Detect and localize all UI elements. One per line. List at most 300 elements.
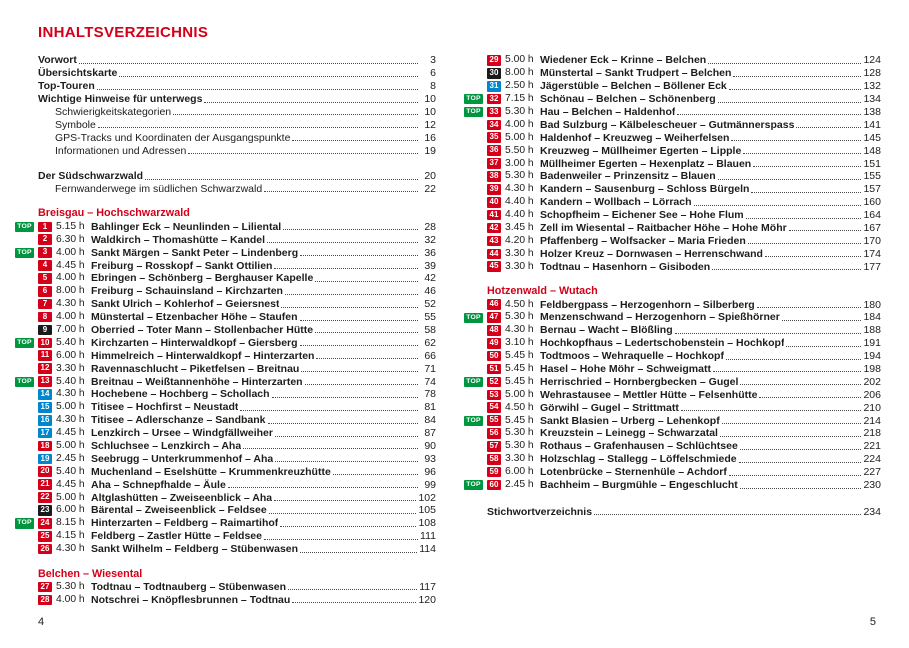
tour-number-badge: 22 — [38, 492, 52, 503]
dot-leader — [729, 474, 862, 476]
tour-number-badge: 37 — [487, 158, 501, 169]
tour-entry — [38, 362, 436, 375]
dot-leader — [315, 331, 418, 333]
tour-time: 4.30 h — [56, 414, 85, 426]
entry-label: Symbole — [55, 118, 96, 131]
tour-name: Bahlinger Eck – Neunlinden – Liliental — [91, 220, 282, 233]
tour-number-badge: 49 — [487, 338, 501, 349]
entry-page: 12 — [424, 118, 436, 131]
tour-name: Kreuzweg – Müllheimer Egerten – Lipple — [540, 144, 742, 157]
dot-leader — [243, 447, 418, 449]
tour-time: 5.30 h — [505, 311, 534, 323]
dot-leader — [751, 191, 861, 193]
dot-leader — [720, 435, 861, 437]
tour-name: Sankt Märgen – Sankt Peter – Lindenberg — [91, 246, 299, 259]
dot-leader — [300, 551, 417, 553]
dot-leader — [240, 409, 418, 411]
tour-number-badge: 4 — [38, 260, 52, 271]
tour-page: 96 — [424, 465, 436, 478]
tour-time: 8.00 h — [56, 285, 85, 297]
tour-number-badge: 25 — [38, 531, 52, 542]
tour-entry — [38, 311, 436, 324]
tour-number-badge: 48 — [487, 325, 501, 336]
tour-page: 227 — [863, 466, 881, 479]
tour-entry — [487, 453, 881, 466]
tour-entry — [487, 388, 881, 401]
tour-name: Badenweiler – Prinzensitz – Blauen — [540, 170, 716, 183]
dot-leader — [281, 306, 418, 308]
tour-page: 180 — [863, 298, 881, 311]
tour-page: 42 — [424, 272, 436, 285]
tour-entry — [487, 118, 881, 131]
tour-name: Freiburg – Rosskopf – Sankt Ottilien — [91, 259, 273, 272]
tour-page: 164 — [863, 209, 881, 222]
tour-name: Sankt Blasien – Urberg – Lehenkopf — [540, 414, 720, 427]
dot-leader — [333, 473, 418, 475]
dot-leader — [726, 358, 862, 360]
tour-name: Bachheim – Burgmühle – Engeschlucht — [540, 479, 738, 492]
tour-number-badge: 17 — [38, 428, 52, 439]
dot-leader — [300, 344, 418, 346]
tour-number-badge: 16 — [38, 415, 52, 426]
dot-leader — [283, 228, 418, 230]
tour-time: 6.30 h — [56, 233, 85, 245]
tour-entry — [487, 260, 881, 273]
tour-number-badge: 13 — [38, 376, 52, 387]
tour-page: 36 — [424, 246, 436, 259]
tour-time: 4.45 h — [56, 478, 85, 490]
tour-time: 3.30 h — [505, 247, 534, 259]
dot-leader — [98, 126, 418, 128]
dot-leader — [677, 113, 861, 115]
tour-entry — [487, 183, 881, 196]
tour-number-badge: 56 — [487, 428, 501, 439]
right-page-column — [466, 54, 881, 518]
tour-page: 191 — [863, 337, 881, 350]
dot-leader — [748, 242, 862, 244]
tour-page: 202 — [863, 375, 881, 388]
tour-page: 120 — [418, 593, 436, 606]
dot-leader — [79, 62, 418, 64]
tour-page: 52 — [424, 298, 436, 311]
dot-leader — [285, 293, 418, 295]
tour-page: 174 — [863, 247, 881, 260]
tour-page: 87 — [424, 427, 436, 440]
dot-leader — [718, 178, 862, 180]
tour-name: Holzschlag – Stallegg – Löffelschmiede — [540, 453, 737, 466]
entry-page: 3 — [430, 54, 436, 67]
tour-number-badge: 21 — [38, 479, 52, 490]
tour-time: 5.45 h — [505, 350, 534, 362]
tour-name: Himmelreich – Hinterwaldkopf – Hinterzarten — [91, 349, 315, 362]
entry-page: 20 — [424, 170, 436, 183]
tour-number-badge: 40 — [487, 197, 501, 208]
entry-label: Wichtige Hinweise für unterwegs — [38, 93, 203, 106]
tour-time: 4.00 h — [505, 118, 534, 130]
dot-leader — [316, 357, 418, 359]
tour-page: 221 — [863, 440, 881, 453]
dot-leader — [722, 422, 862, 424]
dot-leader — [740, 448, 862, 450]
entry-page: 234 — [863, 505, 881, 518]
tour-time: 3.10 h — [505, 337, 534, 349]
front-matter-entry — [38, 93, 436, 106]
tour-name: Kirchzarten – Hinterwaldkopf – Giersberg — [91, 336, 298, 349]
top-badge: TOP — [464, 94, 483, 104]
tour-number-badge: 31 — [487, 81, 501, 92]
tour-page: 138 — [863, 106, 881, 118]
tour-number-badge: 18 — [38, 441, 52, 452]
tour-name: Rothaus – Grafenhausen – Schlüchtsee — [540, 440, 738, 453]
tour-time: 4.30 h — [56, 298, 85, 310]
dot-leader — [765, 255, 862, 257]
tour-entry — [487, 337, 881, 350]
tour-time: 5.00 h — [56, 401, 85, 413]
tour-number-badge: 3 — [38, 247, 52, 258]
tour-time: 5.00 h — [56, 439, 85, 451]
dot-leader — [796, 126, 861, 128]
tour-time: 4.30 h — [505, 183, 534, 195]
tour-name: Freiburg – Schauinsland – Kirchzarten — [91, 285, 283, 298]
entry-label: Stichwortverzeichnis — [487, 505, 593, 518]
entry-label: Der Südschwarzwald — [38, 170, 144, 183]
tour-time: 5.45 h — [505, 414, 534, 426]
dot-leader — [718, 101, 862, 103]
tour-number-badge: 24 — [38, 518, 52, 529]
tour-name: Hasel – Hohe Möhr – Schweigmatt — [540, 363, 711, 376]
entry-page: 22 — [424, 182, 436, 195]
tour-time: 4.00 h — [56, 593, 85, 605]
tour-name: Aha – Schnepfhalde – Äule — [91, 478, 226, 491]
page-number-left: 4 — [38, 616, 45, 628]
tour-page: 151 — [863, 157, 881, 170]
tour-entry — [487, 427, 881, 440]
entry-page: 16 — [424, 131, 436, 144]
tour-time: 4.15 h — [56, 530, 85, 542]
tour-page: 206 — [863, 388, 881, 401]
tour-name: Schluchsee – Lenzkirch – Aha — [91, 439, 242, 452]
tour-page: 39 — [424, 259, 436, 272]
tour-number-badge: 14 — [38, 389, 52, 400]
tour-page: 105 — [418, 504, 436, 517]
tour-name: Lotenbrücke – Sternenhüle – Achdorf — [540, 466, 727, 479]
tour-number-badge: 53 — [487, 390, 501, 401]
tour-name: Haldenhof – Kreuzweg – Weiherfelsen — [540, 131, 730, 144]
left-page-column — [17, 24, 436, 606]
tour-entry — [487, 234, 881, 247]
top-badge: TOP — [15, 338, 34, 348]
tour-entry — [38, 440, 436, 453]
dot-leader — [729, 88, 862, 90]
tour-entry — [487, 401, 881, 414]
tour-time: 8.00 h — [505, 67, 534, 79]
tour-name: Jägerstüble – Belchen – Böllener Eck — [540, 80, 727, 93]
tour-entry — [487, 67, 881, 80]
section-heading: Hotzenwald – Wutach — [487, 285, 598, 298]
tour-number-badge: 57 — [487, 441, 501, 452]
tour-time: 4.45 h — [56, 259, 85, 271]
tour-number-badge: 59 — [487, 467, 501, 478]
tour-page: 230 — [863, 479, 881, 492]
tour-name: Schopfheim – Eichener See – Hohe Flum — [540, 209, 744, 222]
tour-entry — [38, 233, 436, 246]
top-badge: TOP — [464, 416, 483, 426]
dot-leader — [275, 460, 418, 462]
tour-page: 167 — [863, 222, 881, 235]
tour-page: 71 — [424, 362, 436, 375]
front-matter-entry — [38, 183, 436, 196]
front-matter-entry — [38, 170, 436, 183]
tour-page: 117 — [419, 581, 436, 593]
tour-time: 2.45 h — [56, 452, 85, 464]
tour-number-badge: 32 — [487, 94, 501, 105]
tour-time: 4.30 h — [56, 543, 85, 555]
tour-number-badge: 43 — [487, 236, 501, 247]
top-badge: TOP — [15, 222, 34, 232]
tour-name: Kandern – Wollbach – Lörrach — [540, 196, 692, 209]
tour-number-badge: 2 — [38, 234, 52, 245]
tour-page: 160 — [863, 196, 881, 209]
tour-page: 46 — [424, 285, 436, 298]
dot-leader — [269, 512, 417, 514]
tour-page: 141 — [863, 118, 881, 131]
tour-entry — [487, 298, 881, 311]
dot-leader — [759, 396, 861, 398]
dot-leader — [733, 75, 861, 77]
dot-leader — [746, 217, 862, 219]
tour-number-badge: 60 — [487, 480, 501, 491]
tour-page: 148 — [863, 144, 881, 157]
dot-leader — [675, 332, 862, 334]
tour-entry — [38, 285, 436, 298]
tour-page: 90 — [424, 439, 436, 452]
tour-number-badge: 20 — [38, 466, 52, 477]
tour-entry — [38, 465, 436, 478]
tour-entry — [487, 131, 881, 144]
tour-name: Kandern – Sausenburg – Schloss Bürgeln — [540, 183, 750, 196]
front-matter-entry — [38, 106, 436, 119]
dot-leader — [789, 229, 862, 231]
tour-entry — [38, 491, 436, 504]
tour-entry — [17, 220, 436, 233]
tour-number-badge: 51 — [487, 364, 501, 375]
index-entry — [487, 506, 881, 519]
tour-time: 4.00 h — [56, 311, 85, 323]
tour-number-badge: 5 — [38, 273, 52, 284]
tour-name: Herrischried – Hornbergbecken – Gugel — [540, 375, 739, 388]
tour-page: 81 — [424, 401, 436, 414]
dot-leader — [272, 396, 418, 398]
tour-page: 99 — [424, 478, 436, 491]
tour-name: Seebrugg – Unterkrummenhof – Aha — [91, 452, 274, 465]
tour-time: 2.45 h — [505, 479, 534, 491]
tour-number-badge: 28 — [38, 595, 52, 606]
tour-time: 5.30 h — [505, 170, 534, 182]
tour-time: 4.00 h — [56, 246, 85, 258]
tour-time: 2.50 h — [505, 80, 534, 92]
dot-leader — [757, 306, 862, 308]
tour-number-badge: 33 — [487, 107, 501, 118]
tour-entry — [38, 543, 436, 556]
section-heading: Belchen – Wiesental — [38, 567, 143, 580]
tour-name: Notschrei – Knöpflesbrunnen – Todtnau — [91, 593, 291, 606]
tour-page: 157 — [863, 183, 881, 196]
dot-leader — [300, 319, 418, 321]
tour-time: 5.30 h — [505, 440, 534, 452]
tour-number-badge: 10 — [38, 338, 52, 349]
front-matter-entry — [38, 67, 436, 80]
tour-number-badge: 47 — [487, 312, 501, 323]
tour-name: Ebringen – Schönberg – Berghauser Kapelle — [91, 272, 314, 285]
tour-entry — [38, 452, 436, 465]
top-badge: TOP — [464, 480, 483, 490]
tour-number-badge: 27 — [38, 582, 52, 593]
dot-leader — [204, 101, 418, 103]
dot-leader — [786, 345, 861, 347]
tour-entry — [17, 375, 436, 388]
front-matter-entry — [38, 144, 436, 157]
tour-page: 102 — [418, 491, 436, 504]
dot-leader — [315, 280, 418, 282]
tour-name: Titisee – Adlerschanze – Sandbank — [91, 414, 266, 427]
tour-number-badge: 34 — [487, 120, 501, 131]
tour-entry — [487, 80, 881, 93]
tour-time: 3.00 h — [505, 157, 534, 169]
tour-name: Todtnau – Todtnauberg – Stübenwasen — [91, 581, 287, 593]
tour-name: Holzer Kreuz – Dornwasen – Herrenschwand — [540, 247, 763, 260]
tour-name: Hau – Belchen – Haldenhof — [540, 106, 676, 118]
front-matter-entry — [38, 54, 436, 67]
front-matter-list — [38, 54, 436, 195]
tour-time: 4.40 h — [505, 196, 534, 208]
tour-number-badge: 29 — [487, 55, 501, 66]
dot-leader — [740, 383, 861, 385]
tour-number-badge: 55 — [487, 415, 501, 426]
tour-page: 114 — [419, 543, 436, 556]
dot-leader — [173, 113, 418, 115]
tour-page: 134 — [863, 93, 881, 106]
tour-entry — [487, 54, 881, 67]
dot-leader — [743, 152, 861, 154]
entry-page: 19 — [424, 144, 436, 157]
tour-number-badge: 36 — [487, 145, 501, 156]
tour-number-badge: 11 — [38, 350, 52, 361]
entry-page: 10 — [424, 106, 436, 118]
dot-leader — [275, 435, 418, 437]
entry-label: Fernwanderwege im südlichen Schwarzwald — [55, 182, 263, 195]
top-badge: TOP — [464, 377, 483, 387]
tour-page: 214 — [863, 414, 881, 427]
tour-page: 177 — [863, 260, 881, 273]
tour-entry — [487, 247, 881, 260]
tour-number-badge: 44 — [487, 249, 501, 260]
tour-name: Hochebene – Hochberg – Schollach — [91, 388, 270, 401]
tour-entry — [487, 222, 881, 235]
top-badge: TOP — [15, 518, 34, 528]
tour-time: 6.00 h — [56, 349, 85, 361]
tour-time: 5.40 h — [56, 375, 85, 387]
dot-leader — [708, 62, 861, 64]
entry-label: Übersichtskarte — [38, 67, 118, 80]
tour-name: Hinterzarten – Feldberg – Raimartihof — [91, 517, 279, 530]
tour-entry — [487, 157, 881, 170]
dot-leader — [288, 588, 417, 590]
section-heading: Breisgau – Hochschwarzwald — [38, 207, 190, 220]
tour-name: Zell im Wiesental – Raitbacher Höhe – Hohe Möhr — [540, 222, 787, 235]
dot-leader — [740, 487, 862, 489]
dot-leader — [145, 178, 418, 180]
tour-entry — [487, 363, 881, 376]
tour-time: 5.30 h — [505, 427, 534, 439]
tour-name: Ravennaschlucht – Piketfelsen – Breitnau — [91, 362, 300, 375]
tour-time: 4.45 h — [56, 427, 85, 439]
dot-leader — [119, 75, 418, 77]
tour-entry — [38, 530, 436, 543]
dot-leader — [292, 139, 418, 141]
dot-leader — [268, 422, 419, 424]
top-badge: TOP — [15, 377, 34, 387]
tour-name: Hochkopfhaus – Ledertschobenstein – Hochkopf — [540, 337, 785, 350]
tour-time: 5.40 h — [56, 465, 85, 477]
tour-entry — [17, 517, 436, 530]
tour-time: 4.50 h — [505, 401, 534, 413]
tour-number-badge: 35 — [487, 132, 501, 143]
tour-number-badge: 58 — [487, 454, 501, 465]
tour-number-badge: 30 — [487, 68, 501, 79]
tour-name: Titisee – Hochfirst – Neustadt — [91, 401, 239, 414]
tour-number-badge: 6 — [38, 286, 52, 297]
top-badge: TOP — [464, 107, 483, 117]
tour-name: Bernau – Wacht – Blößling — [540, 324, 673, 337]
tour-page: 145 — [863, 131, 881, 144]
tour-page: 198 — [863, 363, 881, 376]
tour-number-badge: 9 — [38, 325, 52, 336]
tour-number-badge: 26 — [38, 544, 52, 555]
tour-entry — [466, 311, 881, 324]
dot-leader — [681, 409, 862, 411]
tour-page: 210 — [863, 401, 881, 414]
tour-name: Lenzkirch – Ursee – Windgfällweiher — [91, 427, 273, 440]
tour-name: Muchenland – Eselshütte – Krummenkreuzhütte — [91, 465, 331, 478]
tour-name: Kreuzstein – Leinegg – Schwarzatal — [540, 427, 718, 440]
tour-list-left — [17, 207, 436, 606]
tour-name: Sankt Ulrich – Kohlerhof – Geiersnest — [91, 298, 280, 311]
tour-time: 7.00 h — [56, 323, 85, 335]
front-matter-entry — [38, 131, 436, 144]
tour-entry — [17, 336, 436, 349]
tour-number-badge: 39 — [487, 184, 501, 195]
top-badge: TOP — [464, 313, 483, 323]
entry-label: Top-Touren — [38, 80, 95, 93]
tour-page: 108 — [418, 517, 436, 530]
entry-page: 10 — [424, 93, 436, 106]
dot-leader — [753, 165, 861, 167]
tour-page: 62 — [424, 336, 436, 349]
tour-entry — [38, 414, 436, 427]
tour-entry — [487, 324, 881, 337]
tour-page: 111 — [420, 530, 436, 543]
tour-time: 4.40 h — [505, 209, 534, 221]
dot-leader — [782, 319, 862, 321]
dot-leader — [264, 190, 418, 192]
tour-page: 55 — [424, 311, 436, 324]
tour-time: 7.15 h — [505, 93, 534, 105]
tour-page: 132 — [863, 80, 881, 93]
entry-page: 6 — [430, 67, 436, 80]
tour-number-badge: 46 — [487, 299, 501, 310]
dot-leader — [694, 204, 862, 206]
dot-leader — [274, 499, 416, 501]
